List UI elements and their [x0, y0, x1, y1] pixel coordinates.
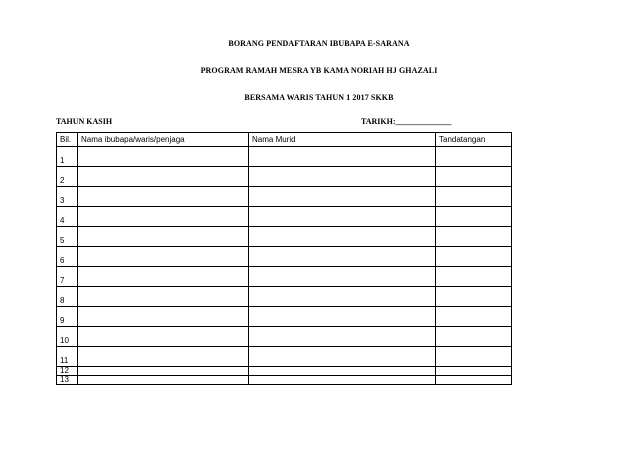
parent-name-cell[interactable] [78, 227, 249, 247]
row-number: 1 [57, 147, 78, 167]
signature-cell[interactable] [436, 367, 512, 376]
signature-cell[interactable] [436, 267, 512, 287]
parent-name-cell[interactable] [78, 347, 249, 367]
student-name-cell[interactable] [249, 167, 436, 187]
student-name-cell[interactable] [249, 207, 436, 227]
table-row [57, 307, 512, 327]
program-title: PROGRAM RAMAH MESRA YB KAMA NORIAH HJ GHAZALI [200, 66, 438, 75]
table-row [57, 207, 512, 227]
row-number: 4 [57, 207, 78, 227]
subtitle: BERSAMA WARIS TAHUN 1 2017 SKKB [244, 93, 394, 102]
row-number: 12 [57, 367, 78, 376]
student-name-cell[interactable] [249, 267, 436, 287]
row-number: 2 [57, 167, 78, 187]
table-row [57, 147, 512, 167]
signature-cell[interactable] [436, 376, 512, 385]
tarikh-field: TARIKH:______________ [361, 117, 452, 126]
row-number: 3 [57, 187, 78, 207]
tahun-kasih-label: TAHUN KASIH [56, 117, 113, 126]
row-number: 13 [57, 376, 78, 385]
table-row [57, 376, 512, 385]
signature-cell[interactable] [436, 247, 512, 267]
student-name-cell[interactable] [249, 187, 436, 207]
row-number: 10 [57, 327, 78, 347]
row-number: 8 [57, 287, 78, 307]
registration-table [56, 132, 512, 385]
student-name-cell[interactable] [249, 367, 436, 376]
student-name-cell[interactable] [249, 327, 436, 347]
parent-name-cell[interactable] [78, 367, 249, 376]
parent-name-cell[interactable] [78, 207, 249, 227]
signature-cell[interactable] [436, 327, 512, 347]
student-name-cell[interactable] [249, 287, 436, 307]
table-row [57, 247, 512, 267]
signature-cell[interactable] [436, 147, 512, 167]
parent-name-cell[interactable] [78, 147, 249, 167]
table-header-row [57, 133, 512, 147]
parent-name-cell[interactable] [78, 267, 249, 287]
parent-name-cell[interactable] [78, 376, 249, 385]
signature-cell[interactable] [436, 287, 512, 307]
form-title: BORANG PENDAFTARAN IBUBAPA E-SARANA [228, 39, 410, 48]
row-number: 5 [57, 227, 78, 247]
table-row [57, 267, 512, 287]
student-name-cell[interactable] [249, 376, 436, 385]
student-name-cell[interactable] [249, 247, 436, 267]
col-header-bil: Bil. [57, 133, 78, 147]
table-row [57, 327, 512, 347]
parent-name-cell[interactable] [78, 187, 249, 207]
parent-name-cell[interactable] [78, 307, 249, 327]
student-name-cell[interactable] [249, 227, 436, 247]
parent-name-cell[interactable] [78, 327, 249, 347]
student-name-cell[interactable] [249, 147, 436, 167]
signature-cell[interactable] [436, 227, 512, 247]
col-header-tandatangan: Tandatangan [436, 133, 512, 147]
col-header-nama-murid: Nama Murid [249, 133, 436, 147]
table-row [57, 367, 512, 376]
row-number: 7 [57, 267, 78, 287]
student-name-cell[interactable] [249, 347, 436, 367]
parent-name-cell[interactable] [78, 287, 249, 307]
parent-name-cell[interactable] [78, 167, 249, 187]
student-name-cell[interactable] [249, 307, 436, 327]
row-number: 6 [57, 247, 78, 267]
table-row [57, 287, 512, 307]
signature-cell[interactable] [436, 307, 512, 327]
row-number: 9 [57, 307, 78, 327]
table-row [57, 347, 512, 367]
signature-cell[interactable] [436, 347, 512, 367]
signature-cell[interactable] [436, 207, 512, 227]
col-header-nama-ibubapa: Nama ibubapa/waris/penjaga [78, 133, 249, 147]
signature-cell[interactable] [436, 187, 512, 207]
signature-cell[interactable] [436, 167, 512, 187]
table-row [57, 187, 512, 207]
table-row [57, 227, 512, 247]
parent-name-cell[interactable] [78, 247, 249, 267]
row-number: 11 [57, 347, 78, 367]
table-row [57, 167, 512, 187]
